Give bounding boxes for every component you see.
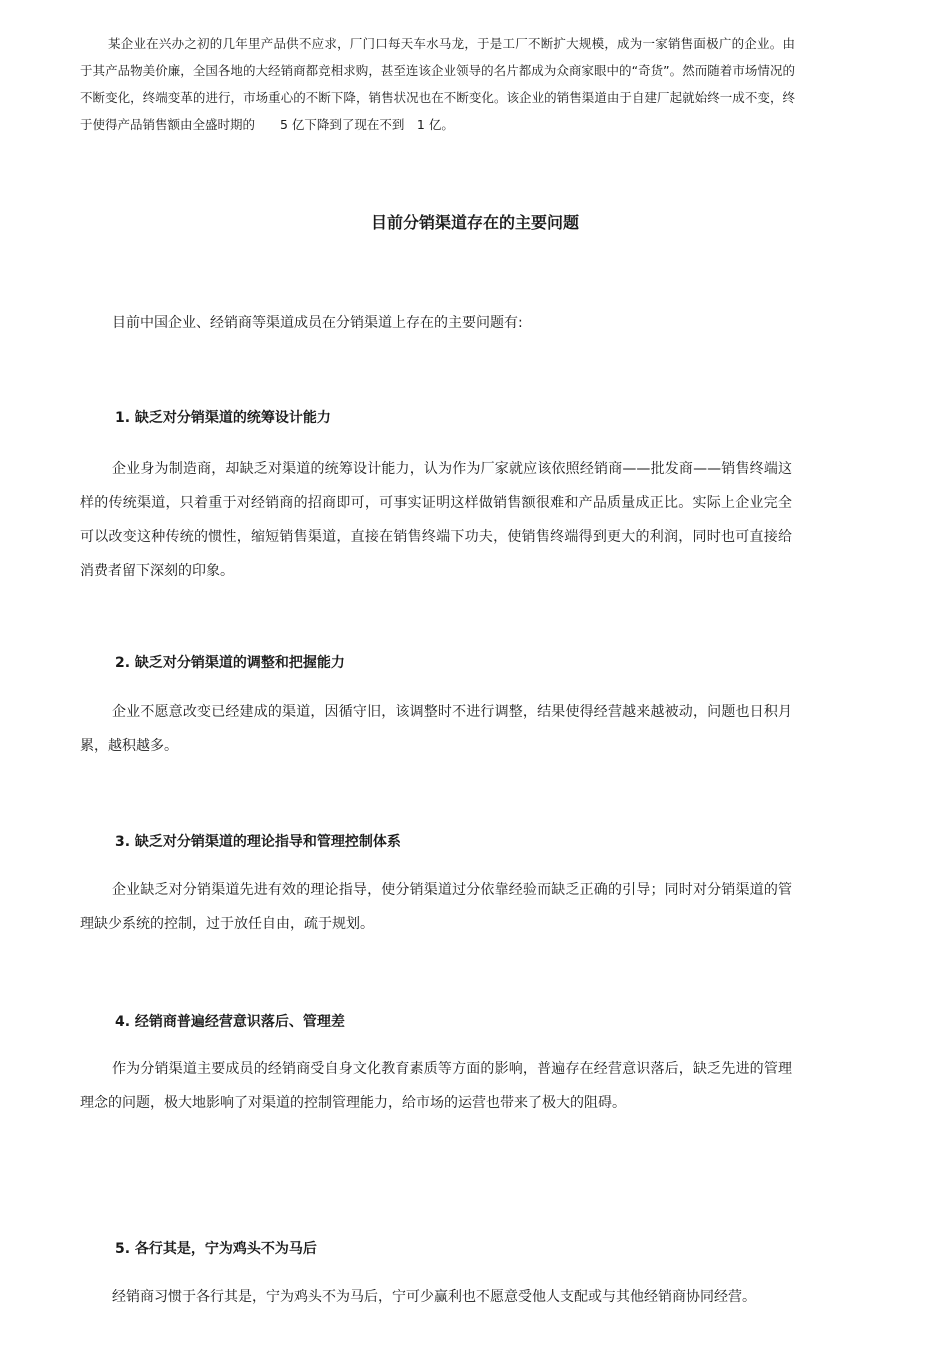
section-body-5: 经销商习惯于各行其是，宁为鸡头不为马后，宁可少赢利也不愿意受他人支配或与其他经销商协同经营。	[112, 1289, 756, 1305]
page-title: 目前分销渠道存在的主要问题	[370, 213, 579, 232]
section-body-4: 作为分销渠道主要成员的经销商受自身文化教育素质等方面的影响，普遍存在经营意识落后，缺乏先进的管理理念的问题，极大地影响了对渠道的控制管理能力，给市场的运营也带来了极大的阻碍。	[80, 1061, 792, 1111]
section-heading-5: 5. 各行其是，宁为鸡头不为马后	[115, 1241, 317, 1257]
section-heading-3: 3. 缺乏对分销渠道的理论指导和管理控制体系	[115, 834, 401, 850]
lead-paragraph: 目前中国企业、经销商等渠道成员在分销渠道上存在的主要问题有:	[112, 315, 523, 331]
section-heading-4: 4. 经销商普遍经营意识落后、管理差	[115, 1014, 345, 1030]
section-heading-1: 1. 缺乏对分销渠道的统筹设计能力	[115, 410, 331, 426]
section-body-2: 企业不愿意改变已经建成的渠道，因循守旧，该调整时不进行调整，结果使得经营越来越被动，问题也日积月累，越积越多。	[80, 704, 792, 754]
section-body-1: 企业身为制造商，却缺乏对渠道的统筹设计能力，认为作为厂家就应该依照经销商——批发商——销售终端这样的传统渠道，只着重于对经销商的招商即可，可事实证明这样做销售额很难和产品质量成正比。实际上企业完全可以改变这种传统的惯性，缩短销售渠道，直接在销售终端下功夫，使销售终端得到更大的利润，同时也可直接给消费者留下深刻的印象。	[80, 461, 792, 579]
section-heading-2: 2. 缺乏对分销渠道的调整和把握能力	[115, 655, 345, 671]
intro-paragraph: 某企业在兴办之初的几年里产品供不应求，厂门口每天车水马龙，于是工厂不断扩大规模，成为一家销售面极广的企业。由于其产品物美价廉，全国各地的大经销商都竞相求购，甚至连该企业领导的名片都成为众商家眼中的“奇货”。然而随着市场情况的不断变化，终端变革的进行，市场重心的不断下降，销售状况也在不断变化。该企业的销售渠道由于自建厂起就始终一成不变，终于使得产品销售额由全盛时期的 5 亿下降到了现在不到 1 亿。	[80, 36, 795, 132]
section-body-3: 企业缺乏对分销渠道先进有效的理论指导，使分销渠道过分依靠经验而缺乏正确的引导；同时对分销渠道的管理缺少系统的控制，过于放任自由，疏于规划。	[80, 882, 792, 932]
